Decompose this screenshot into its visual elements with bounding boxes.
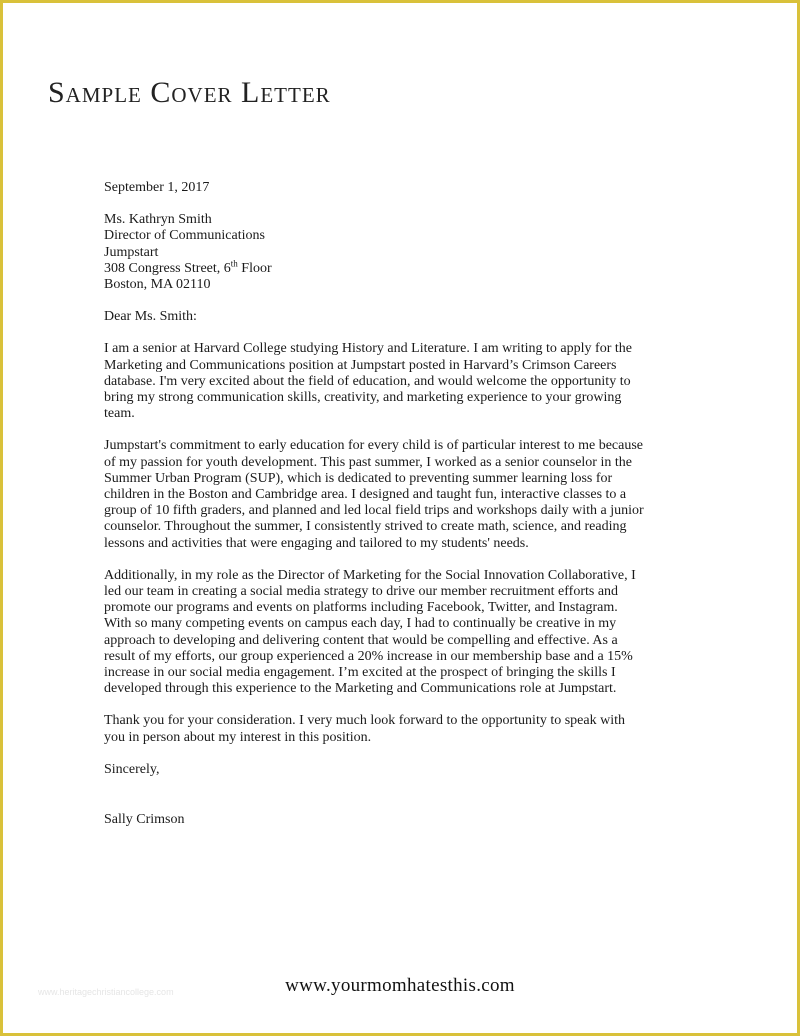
recipient-city: Boston, MA 02110 (104, 277, 211, 293)
paragraph-line: approach to developing and delivering content that would be compelling and effective. As a (104, 632, 618, 648)
footer-url[interactable]: www.yourmomhatesthis.com (285, 975, 515, 996)
recipient-name: Ms. Kathryn Smith (104, 212, 212, 228)
paragraph-line: Summer Urban Program (SUP), which is dedicated to preventing summer learning loss for (104, 470, 613, 486)
street-ordinal: th (230, 258, 238, 269)
paragraph-line: team. (104, 406, 135, 422)
closing: Sincerely, (104, 761, 160, 777)
paragraph-1 (104, 341, 704, 422)
paragraph-line: With so many competing events on campus each day, I had to continually be creative in my (104, 616, 617, 632)
letter-body (104, 180, 704, 828)
paragraph-line: increase in our social media engagement. I’m excited at the prospect of bringing the skills I (104, 665, 616, 681)
paragraph-line: counselor. Throughout the summer, I consistently strived to create math, science, and reading (104, 519, 627, 535)
paragraph-line: result of my efforts, our group experienced a 20% increase in our membership base and a 15% (104, 648, 633, 664)
paragraph-line: led our team in creating a social media strategy to drive our member recruitment efforts and (104, 584, 619, 600)
salutation: Dear Ms. Smith: (104, 309, 197, 325)
recipient-street (104, 258, 704, 277)
letter-date: September 1, 2017 (104, 180, 210, 195)
paragraph-3 (104, 568, 704, 698)
paragraph-line: developed through this experience to the Marketing and Communications role at Jumpstart. (104, 681, 617, 697)
signature: Sally Crimson (104, 812, 185, 828)
paragraph-line: Jumpstart's commitment to early education for every child is of particular interest to me because (104, 438, 644, 454)
street-main: 308 Congress Street, 6 (104, 260, 231, 276)
paragraph-line: group of 10 fifth graders, and planned and led local field trips and workshops daily with a junior (104, 503, 644, 519)
street-floor: Floor (237, 260, 272, 276)
paragraph-line: I am a senior at Harvard College studying History and Literature. I am writing to apply for the (104, 341, 632, 357)
paragraph-line: Thank you for your consideration. I very much look forward to the opportunity to speak with (104, 713, 625, 729)
paragraph-line: of my passion for youth development. This past summer, I worked as a senior counselor in the (104, 454, 632, 470)
paragraph-4 (104, 713, 704, 745)
recipient-address (104, 212, 704, 293)
paragraph-line: promote our programs and events on platforms including Facebook, Twitter, and Instagram. (104, 600, 618, 616)
paragraph-line: children in the Boston and Cambridge area. I designed and taught fun, interactive classes to a (104, 487, 627, 503)
recipient-title: Director of Communications (104, 228, 265, 244)
watermark: www.heritagechristiancollege.com (38, 987, 174, 997)
paragraph-2 (104, 438, 704, 551)
paragraph-line: database. I'm very excited about the field of education, and would welcome the opportunity to (104, 373, 631, 389)
paragraph-line: lessons and activities that were engaging and tailored to my students' needs. (104, 535, 529, 551)
paragraph-line: you in person about my interest in this position. (104, 729, 372, 745)
paragraph-line: Additionally, in my role as the Director of Marketing for the Social Innovation Collaborative, I (104, 567, 636, 583)
paragraph-line: bring my strong communication skills, creativity, and marketing experience to your growing (104, 390, 622, 406)
recipient-company: Jumpstart (104, 244, 159, 260)
page-title: Sample Cover Letter (48, 76, 331, 109)
paragraph-line: Marketing and Communications position at Jumpstart posted in Harvard’s Crimson Careers (104, 357, 617, 373)
